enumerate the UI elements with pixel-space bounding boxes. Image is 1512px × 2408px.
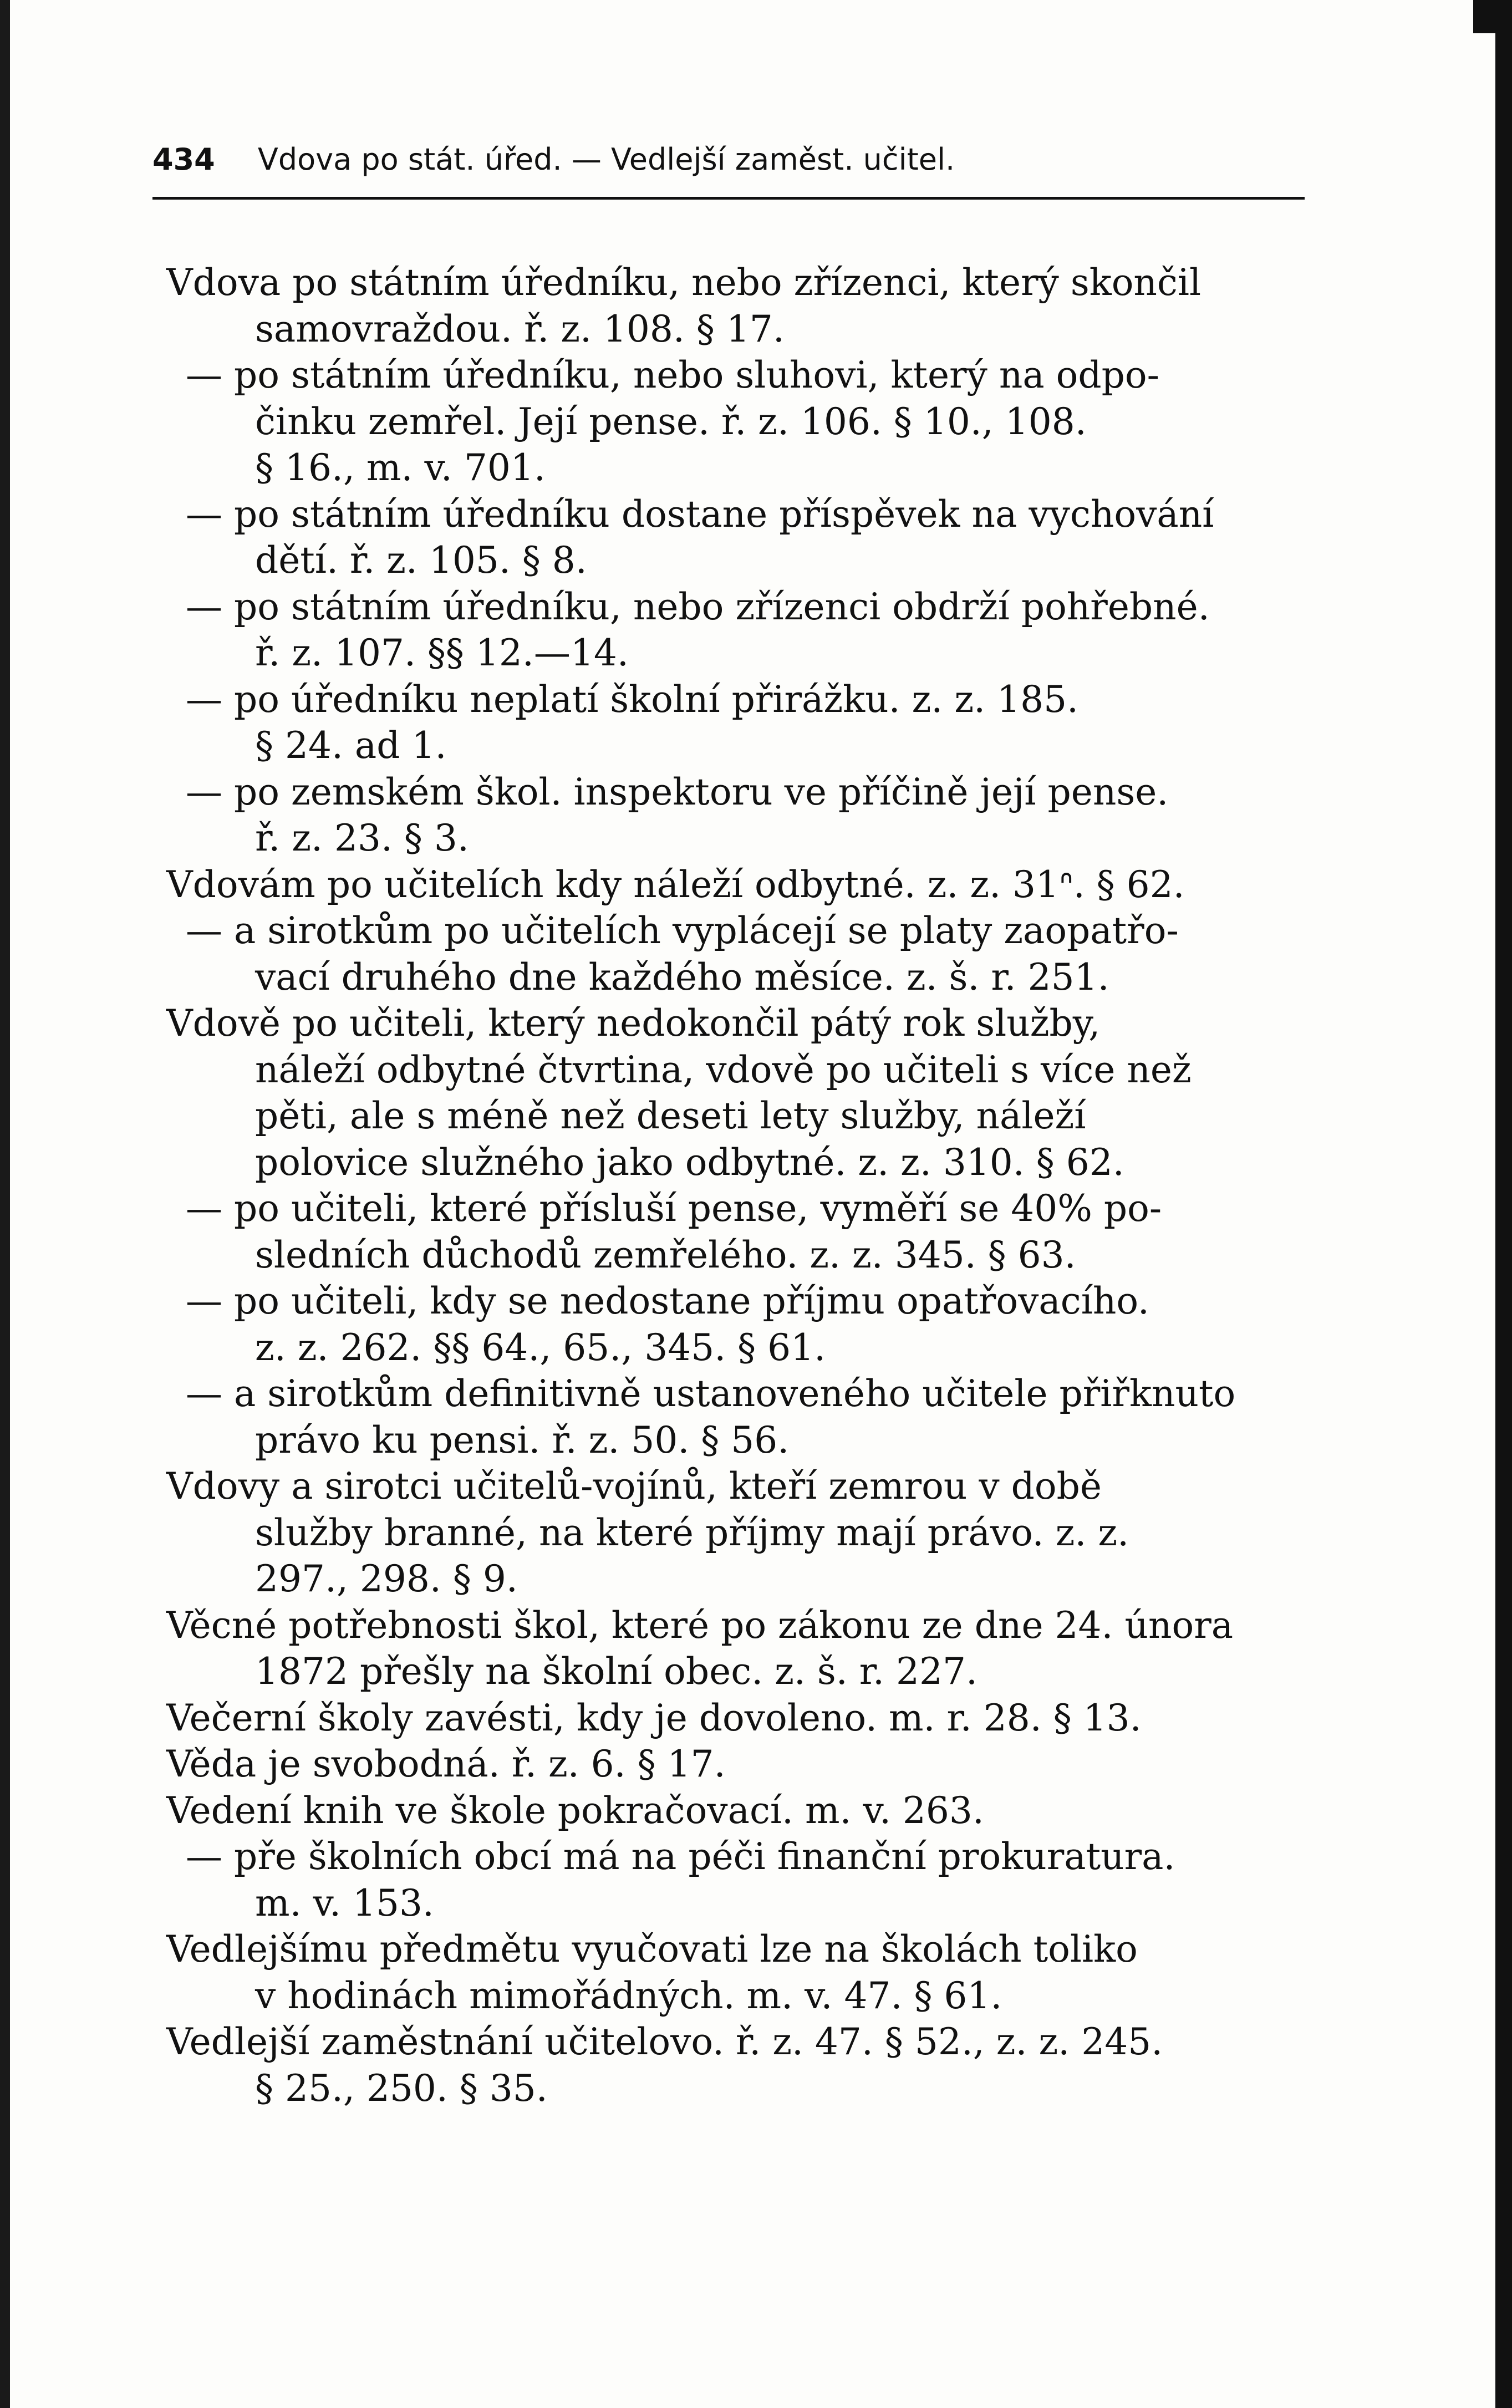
index-subentry (166, 1834, 1320, 1926)
header-rule (152, 197, 1305, 200)
entry-line: vací druhého dne každého měsíce. z. š. r. 251. (255, 955, 1109, 999)
index-subentry (166, 491, 1320, 584)
scan-edge-corner (1473, 0, 1495, 33)
entry-line: samovraždou. ř. z. 108. § 17. (255, 307, 785, 350)
index-subentry (166, 352, 1320, 491)
index-entry (166, 1602, 1320, 1695)
index-entry (166, 1463, 1320, 1602)
index-entry (166, 259, 1320, 352)
index-subentry (166, 1371, 1320, 1463)
entry-line: 1872 přešly na školní obec. z. š. r. 227. (255, 1650, 978, 1693)
entry-line: ř. z. 23. § 3. (255, 817, 469, 859)
entry-line: Vedlejšímu předmětu vyučovati lze na školách toliko (166, 1928, 1138, 1971)
entry-line: — po zemském škol. inspektoru ve příčině její pense. (186, 770, 1169, 813)
entry-line: náleží odbytné čtvrtina, vdově po učiteli s více než (255, 1048, 1192, 1091)
entry-line: Vdovám po učitelích kdy náleží odbytné. z. z. 31ᐢ. § 62. (166, 863, 1185, 906)
entry-line: sledních důchodů zemřelého. z. z. 345. § 63. (255, 1233, 1076, 1276)
entry-line: polovice služného jako odbytné. z. z. 310. § 62. (255, 1141, 1124, 1184)
entry-line: v hodinách mimořádných. m. v. 47. § 61. (255, 1974, 1002, 2017)
entry-line: § 24. ad 1. (255, 724, 447, 767)
entry-line: pěti, ale s méně než deseti lety služby, náleží (255, 1094, 1086, 1137)
entry-line: § 25., 250. § 35. (255, 2066, 548, 2110)
index-subentry (166, 908, 1320, 1000)
entry-line: činku zemřel. Její pense. ř. z. 106. § 10., 108. (255, 400, 1087, 443)
entry-line: služby branné, na které příjmy mají právo. z. z. (255, 1511, 1129, 1554)
entry-line: m. v. 153. (255, 1881, 434, 1925)
index-entry (166, 1695, 1320, 1742)
index-subentry (166, 1185, 1320, 1278)
entry-line: Vdově po učiteli, který nedokončil pátý rok služby, (166, 1002, 1101, 1045)
entry-line: — a sirotkům po učitelích vyplácejí se platy zaopatřo- (186, 909, 1179, 952)
entry-line: 297., 298. § 9. (255, 1557, 518, 1600)
entry-line: Věda je svobodná. ř. z. 6. § 17. (166, 1743, 726, 1785)
index-entry (166, 862, 1320, 908)
index-entries (0, 259, 1512, 2111)
entry-line: § 16., m. v. 701. (255, 446, 546, 489)
entry-line: — po úředníku neplatí školní přirážku. z. z. 185. (186, 678, 1079, 721)
entry-line: — po státním úředníku, nebo sluhovi, který na odpo- (186, 354, 1159, 396)
index-subentry (166, 769, 1320, 862)
index-entry (166, 1741, 1320, 1788)
page-number: 434 (152, 142, 215, 177)
entry-line: — po státním úředníku, nebo zřízenci obdrží pohřebné. (186, 585, 1210, 628)
entry-line: právo ku pensi. ř. z. 50. § 56. (255, 1418, 790, 1462)
running-header (152, 138, 1306, 182)
entry-line: — po učiteli, kdy se nedostane příjmu opatřovacího. (186, 1280, 1149, 1322)
index-entry (166, 1788, 1320, 1834)
entry-line: — po učiteli, které přísluší pense, vyměří se 40% po- (186, 1187, 1162, 1230)
index-subentry (166, 676, 1320, 769)
entry-line: Vedení knih ve škole pokračovací. m. v. 263. (166, 1789, 984, 1832)
entry-line: Vedlejší zaměstnání učitelovo. ř. z. 47. § 52., z. z. 245. (166, 2020, 1163, 2063)
index-entry (166, 1926, 1320, 2019)
entry-line: z. z. 262. §§ 64., 65., 345. § 61. (255, 1326, 826, 1369)
entry-line: Vdova po státním úředníku, nebo zřízenci, který skončil (166, 261, 1202, 304)
entry-line: — a sirotkům definitivně ustanoveného učitele přiřknuto (186, 1372, 1236, 1415)
entry-line: — po státním úředníku dostane příspěvek na vychování (186, 492, 1214, 536)
entry-line: — pře školních obcí má na péči finanční prokuratura. (186, 1835, 1175, 1878)
entry-line: Večerní školy zavésti, kdy je dovoleno. m. r. 28. § 13. (166, 1696, 1142, 1739)
entry-line: ř. z. 107. §§ 12.—14. (255, 632, 629, 674)
entry-line: Vdovy a sirotci učitelů-vojínů, kteří zemrou v době (166, 1465, 1102, 1508)
index-subentry (166, 1278, 1320, 1371)
index-subentry (166, 584, 1320, 676)
index-entry (166, 2019, 1320, 2111)
running-title: Vdova po stát. úřed. — Vedlejší zaměst. učitel. (257, 142, 955, 177)
entry-line: dětí. ř. z. 105. § 8. (255, 539, 587, 582)
entry-line: Věcné potřebnosti škol, které po zákonu ze dne 24. února (166, 1603, 1234, 1647)
index-entry (166, 1000, 1320, 1185)
